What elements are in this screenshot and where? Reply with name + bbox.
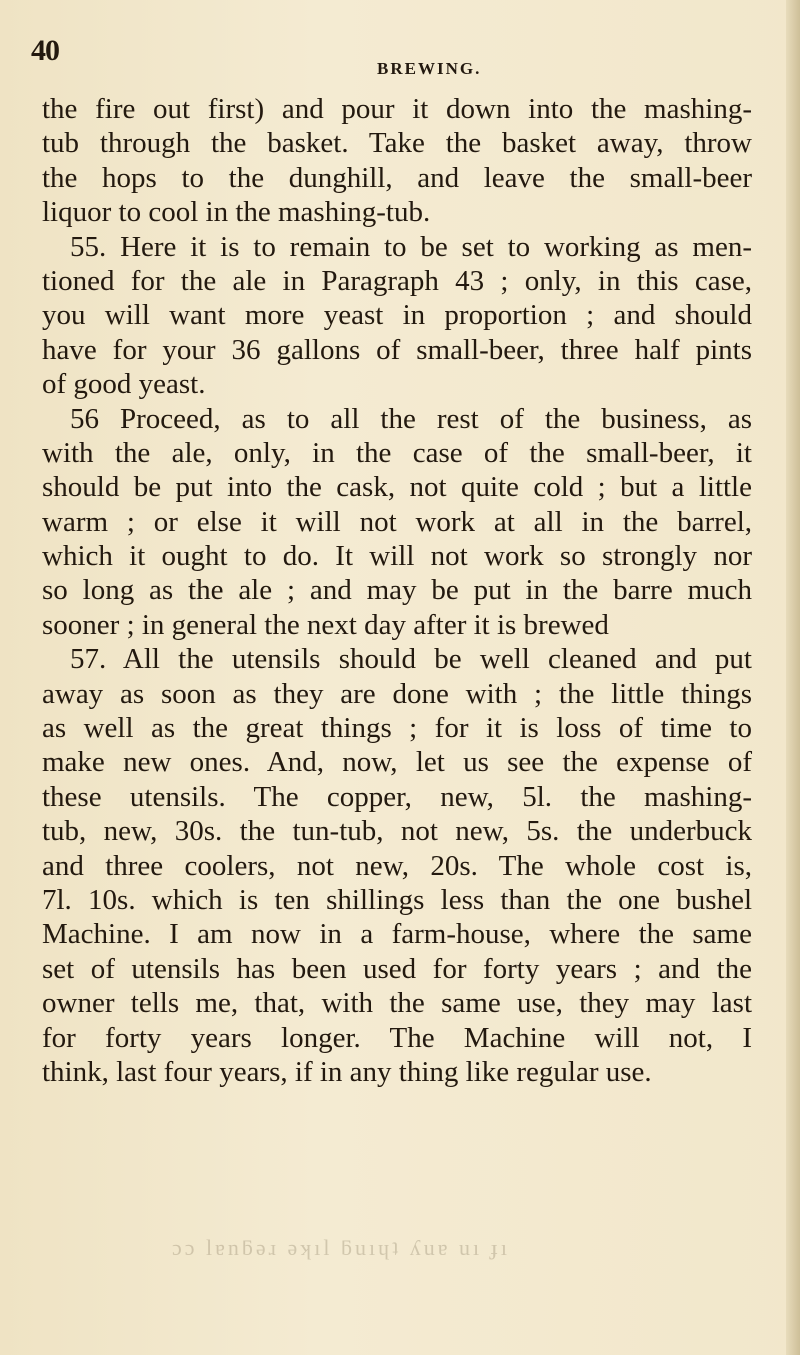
text-line: make new ones. And, now, let us see the expense of <box>42 746 752 779</box>
text-line: have for your 36 gallons of small-beer, three half pints <box>42 333 752 366</box>
text-line: should be put into the cask, not quite cold ; but a little <box>42 471 752 504</box>
page-edge <box>786 0 800 1355</box>
paragraph-56-start: 56 Proceed, as to all the rest of the business, as <box>70 402 752 435</box>
running-head: BREWING. <box>377 59 482 78</box>
text-line: the fire out first) and pour it down into the mashing- <box>42 93 752 125</box>
text-line: tub, new, 30s. the tun-tub, not new, 5s. the underbuck <box>42 815 752 848</box>
text-line: and three coolers, not new, 20s. The whole cost is, <box>42 849 752 882</box>
text-line: warm ; or else it will not work at all in the barrel, <box>42 505 752 538</box>
page-number: 40 <box>31 34 59 67</box>
text-line: for forty years longer. The Machine will not, I <box>42 1021 752 1054</box>
text-line: as well as the great things ; for it is loss of time to <box>42 712 752 745</box>
text-line: which it ought to do. It will not work so strongly nor <box>42 540 752 573</box>
bleed-through-text: ɔɔ lɐnƃǝɹ ǝʞıl ƃuıɥʇ ʎuɐ uı ɟı <box>172 1235 511 1260</box>
text-line: tioned for the ale in Paragraph 43 ; only, in this case, <box>42 264 752 297</box>
text-line: think, last four years, if in any thing like regular use. <box>42 1055 652 1088</box>
text-line: 7l. 10s. which is ten shillings less than the one bushel <box>42 883 752 916</box>
paragraph-55-start: 55. Here it is to remain to be set to working as men- <box>70 230 752 263</box>
body-text <box>42 92 752 1089</box>
text-line: sooner ; in general the next day after it is brewed <box>42 608 609 641</box>
text-line: so long as the ale ; and may be put in the barre much <box>42 574 752 607</box>
text-line: with the ale, only, in the case of the small-beer, it <box>42 436 752 469</box>
text-line: tub through the basket. Take the basket away, throw <box>42 127 752 160</box>
text-line: set of utensils has been used for forty years ; and the <box>42 952 752 985</box>
text-line: you will want more yeast in proportion ; and should <box>42 299 752 332</box>
text-line: these utensils. The copper, new, 5l. the mashing- <box>42 780 752 813</box>
text-line: the hops to the dunghill, and leave the small-beer <box>42 161 752 194</box>
paragraph-57-start: 57. All the utensils should be well cleaned and put <box>70 643 752 676</box>
text-line: away as soon as they are done with ; the little things <box>42 677 752 710</box>
text-line: of good yeast. <box>42 368 206 401</box>
text-line: owner tells me, that, with the same use, they may last <box>42 987 752 1020</box>
text-line: Machine. I am now in a farm-house, where the same <box>42 918 752 951</box>
text-line: liquor to cool in the mashing-tub. <box>42 196 431 229</box>
